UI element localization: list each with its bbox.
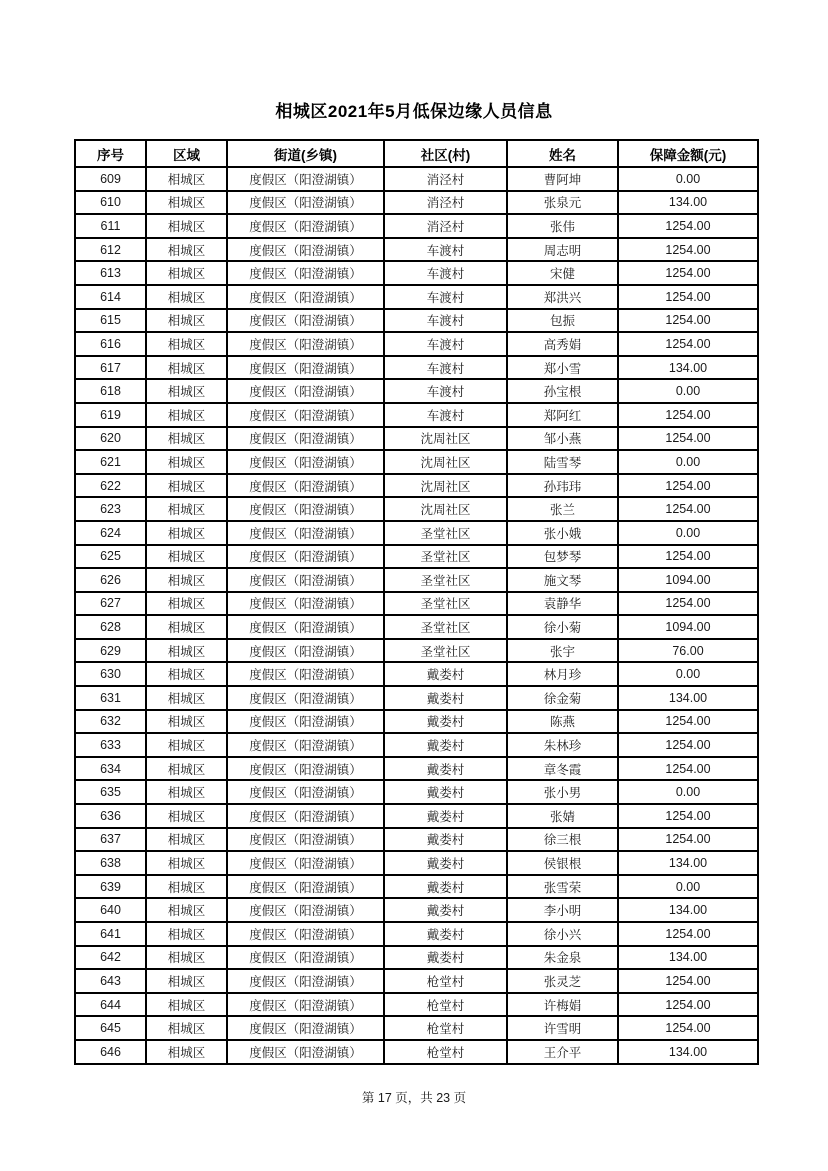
table-cell: 张宇 bbox=[507, 639, 618, 663]
table-cell: 相城区 bbox=[146, 379, 227, 403]
table-cell: 相城区 bbox=[146, 615, 227, 639]
table-cell: 郑小雪 bbox=[507, 356, 618, 380]
table-row bbox=[75, 733, 758, 757]
table-row bbox=[75, 214, 758, 238]
table-cell: 643 bbox=[75, 969, 146, 993]
table-cell: 度假区（阳澄湖镇） bbox=[227, 332, 384, 356]
table-cell: 相城区 bbox=[146, 733, 227, 757]
table-cell: 610 bbox=[75, 191, 146, 215]
table-cell: 629 bbox=[75, 639, 146, 663]
table-row bbox=[75, 1016, 758, 1040]
table-cell: 639 bbox=[75, 875, 146, 899]
table-cell: 1254.00 bbox=[618, 497, 758, 521]
table-cell: 相城区 bbox=[146, 946, 227, 970]
table-cell: 相城区 bbox=[146, 238, 227, 262]
table-cell: 619 bbox=[75, 403, 146, 427]
table-cell: 相城区 bbox=[146, 332, 227, 356]
table-cell: 626 bbox=[75, 568, 146, 592]
table-cell: 施文琴 bbox=[507, 568, 618, 592]
table-cell: 134.00 bbox=[618, 686, 758, 710]
table-cell: 度假区（阳澄湖镇） bbox=[227, 427, 384, 451]
table-cell: 度假区（阳澄湖镇） bbox=[227, 828, 384, 852]
table-cell: 章冬霞 bbox=[507, 757, 618, 781]
table-cell: 戴娄村 bbox=[384, 780, 507, 804]
table-row bbox=[75, 662, 758, 686]
table-cell: 1254.00 bbox=[618, 804, 758, 828]
table-cell: 相城区 bbox=[146, 427, 227, 451]
table-cell: 度假区（阳澄湖镇） bbox=[227, 356, 384, 380]
table-cell: 0.00 bbox=[618, 379, 758, 403]
table-cell: 沈周社区 bbox=[384, 497, 507, 521]
table-cell: 134.00 bbox=[618, 898, 758, 922]
table-cell: 0.00 bbox=[618, 875, 758, 899]
table-cell: 圣堂社区 bbox=[384, 521, 507, 545]
table-cell: 1254.00 bbox=[618, 309, 758, 333]
table-cell: 613 bbox=[75, 261, 146, 285]
table-cell: 度假区（阳澄湖镇） bbox=[227, 733, 384, 757]
table-cell: 度假区（阳澄湖镇） bbox=[227, 1040, 384, 1064]
table-cell: 627 bbox=[75, 592, 146, 616]
page-title: 相城区2021年5月低保边缘人员信息 bbox=[275, 102, 553, 121]
table-row bbox=[75, 1040, 758, 1064]
table-cell: 621 bbox=[75, 450, 146, 474]
table-cell: 度假区（阳澄湖镇） bbox=[227, 993, 384, 1017]
table-cell: 相城区 bbox=[146, 828, 227, 852]
table-cell: 枪堂村 bbox=[384, 1040, 507, 1064]
table-row bbox=[75, 851, 758, 875]
table-cell: 周志明 bbox=[507, 238, 618, 262]
table-cell: 度假区（阳澄湖镇） bbox=[227, 450, 384, 474]
table-cell: 134.00 bbox=[618, 356, 758, 380]
table-cell: 度假区（阳澄湖镇） bbox=[227, 662, 384, 686]
table-row bbox=[75, 545, 758, 569]
table-cell: 林月珍 bbox=[507, 662, 618, 686]
table-cell: 617 bbox=[75, 356, 146, 380]
table-body bbox=[75, 167, 758, 1064]
table-cell: 645 bbox=[75, 1016, 146, 1040]
table-cell: 1254.00 bbox=[618, 733, 758, 757]
table-row bbox=[75, 568, 758, 592]
table-row bbox=[75, 379, 758, 403]
table-row bbox=[75, 898, 758, 922]
table-cell: 郑阿红 bbox=[507, 403, 618, 427]
table-row bbox=[75, 780, 758, 804]
table-cell: 包梦琴 bbox=[507, 545, 618, 569]
table-cell: 郑洪兴 bbox=[507, 285, 618, 309]
table-cell: 相城区 bbox=[146, 261, 227, 285]
table-cell: 包振 bbox=[507, 309, 618, 333]
table-row bbox=[75, 615, 758, 639]
table-cell: 相城区 bbox=[146, 191, 227, 215]
table-cell: 宋健 bbox=[507, 261, 618, 285]
table-cell: 635 bbox=[75, 780, 146, 804]
table-cell: 沈周社区 bbox=[384, 450, 507, 474]
table-cell: 1094.00 bbox=[618, 568, 758, 592]
table-cell: 相城区 bbox=[146, 922, 227, 946]
table-cell: 1254.00 bbox=[618, 474, 758, 498]
table-cell: 相城区 bbox=[146, 804, 227, 828]
table-row bbox=[75, 285, 758, 309]
table-cell: 0.00 bbox=[618, 167, 758, 191]
table-row bbox=[75, 592, 758, 616]
table-cell: 张伟 bbox=[507, 214, 618, 238]
table-cell: 相城区 bbox=[146, 403, 227, 427]
table-row bbox=[75, 757, 758, 781]
table-cell: 614 bbox=[75, 285, 146, 309]
table-cell: 相城区 bbox=[146, 780, 227, 804]
table-cell: 624 bbox=[75, 521, 146, 545]
table-cell: 消泾村 bbox=[384, 191, 507, 215]
table-row bbox=[75, 639, 758, 663]
table-cell: 620 bbox=[75, 427, 146, 451]
table-cell: 630 bbox=[75, 662, 146, 686]
table-row bbox=[75, 450, 758, 474]
table-cell: 戴娄村 bbox=[384, 922, 507, 946]
table-row bbox=[75, 261, 758, 285]
table-cell: 度假区（阳澄湖镇） bbox=[227, 261, 384, 285]
table-cell: 车渡村 bbox=[384, 356, 507, 380]
table-cell: 134.00 bbox=[618, 946, 758, 970]
table-cell: 车渡村 bbox=[384, 285, 507, 309]
table-cell: 相城区 bbox=[146, 993, 227, 1017]
table-row bbox=[75, 710, 758, 734]
table-cell: 度假区（阳澄湖镇） bbox=[227, 474, 384, 498]
table-cell: 圣堂社区 bbox=[384, 592, 507, 616]
table-cell: 许雪明 bbox=[507, 1016, 618, 1040]
table-cell: 消泾村 bbox=[384, 167, 507, 191]
table-cell: 度假区（阳澄湖镇） bbox=[227, 969, 384, 993]
table-cell: 度假区（阳澄湖镇） bbox=[227, 875, 384, 899]
table-cell: 相城区 bbox=[146, 521, 227, 545]
table-cell: 1254.00 bbox=[618, 214, 758, 238]
table-cell: 戴娄村 bbox=[384, 875, 507, 899]
table-cell: 1254.00 bbox=[618, 238, 758, 262]
table-cell: 628 bbox=[75, 615, 146, 639]
table-cell: 度假区（阳澄湖镇） bbox=[227, 757, 384, 781]
table-cell: 1254.00 bbox=[618, 285, 758, 309]
table-cell: 侯银根 bbox=[507, 851, 618, 875]
table-cell: 632 bbox=[75, 710, 146, 734]
table-row bbox=[75, 497, 758, 521]
table-cell: 张小男 bbox=[507, 780, 618, 804]
table-cell: 相城区 bbox=[146, 214, 227, 238]
table-header-row bbox=[75, 140, 758, 167]
table-cell: 度假区（阳澄湖镇） bbox=[227, 780, 384, 804]
column-header: 社区(村) bbox=[384, 140, 507, 167]
table-cell: 134.00 bbox=[618, 191, 758, 215]
table-cell: 631 bbox=[75, 686, 146, 710]
table-cell: 戴娄村 bbox=[384, 733, 507, 757]
table-row bbox=[75, 521, 758, 545]
table-cell: 641 bbox=[75, 922, 146, 946]
table-cell: 度假区（阳澄湖镇） bbox=[227, 191, 384, 215]
table-row bbox=[75, 238, 758, 262]
table-cell: 枪堂村 bbox=[384, 1016, 507, 1040]
table-cell: 消泾村 bbox=[384, 214, 507, 238]
table-cell: 许梅娟 bbox=[507, 993, 618, 1017]
table-cell: 相城区 bbox=[146, 662, 227, 686]
table-cell: 圣堂社区 bbox=[384, 568, 507, 592]
table-cell: 度假区（阳澄湖镇） bbox=[227, 379, 384, 403]
table-cell: 张婧 bbox=[507, 804, 618, 828]
table-cell: 邹小燕 bbox=[507, 427, 618, 451]
column-header: 保障金额(元) bbox=[618, 140, 758, 167]
table-cell: 度假区（阳澄湖镇） bbox=[227, 710, 384, 734]
table-cell: 度假区（阳澄湖镇） bbox=[227, 238, 384, 262]
table-cell: 度假区（阳澄湖镇） bbox=[227, 686, 384, 710]
table-cell: 相城区 bbox=[146, 969, 227, 993]
table-cell: 圣堂社区 bbox=[384, 639, 507, 663]
table-cell: 度假区（阳澄湖镇） bbox=[227, 639, 384, 663]
table-cell: 车渡村 bbox=[384, 379, 507, 403]
table-cell: 637 bbox=[75, 828, 146, 852]
table-row bbox=[75, 804, 758, 828]
table-row bbox=[75, 946, 758, 970]
table-row bbox=[75, 474, 758, 498]
table-cell: 相城区 bbox=[146, 851, 227, 875]
table-row bbox=[75, 356, 758, 380]
table-cell: 度假区（阳澄湖镇） bbox=[227, 521, 384, 545]
table-cell: 戴娄村 bbox=[384, 946, 507, 970]
table-cell: 徐小菊 bbox=[507, 615, 618, 639]
table-cell: 633 bbox=[75, 733, 146, 757]
table-cell: 车渡村 bbox=[384, 238, 507, 262]
table-cell: 相城区 bbox=[146, 710, 227, 734]
table-row bbox=[75, 403, 758, 427]
table-cell: 王介平 bbox=[507, 1040, 618, 1064]
table-cell: 戴娄村 bbox=[384, 662, 507, 686]
table-cell: 1254.00 bbox=[618, 757, 758, 781]
column-header: 姓名 bbox=[507, 140, 618, 167]
table-cell: 戴娄村 bbox=[384, 898, 507, 922]
table-cell: 0.00 bbox=[618, 780, 758, 804]
table-cell: 相城区 bbox=[146, 474, 227, 498]
table-cell: 戴娄村 bbox=[384, 757, 507, 781]
table-cell: 戴娄村 bbox=[384, 851, 507, 875]
table-cell: 枪堂村 bbox=[384, 993, 507, 1017]
table-cell: 圣堂社区 bbox=[384, 545, 507, 569]
table-row bbox=[75, 427, 758, 451]
table-row bbox=[75, 875, 758, 899]
table-row bbox=[75, 686, 758, 710]
table-cell: 134.00 bbox=[618, 1040, 758, 1064]
table-cell: 张泉元 bbox=[507, 191, 618, 215]
table-cell: 1254.00 bbox=[618, 710, 758, 734]
table-cell: 1254.00 bbox=[618, 828, 758, 852]
table-cell: 度假区（阳澄湖镇） bbox=[227, 167, 384, 191]
table-cell: 李小明 bbox=[507, 898, 618, 922]
table-header bbox=[75, 140, 758, 167]
table-cell: 戴娄村 bbox=[384, 804, 507, 828]
table-cell: 张小娥 bbox=[507, 521, 618, 545]
table-row bbox=[75, 828, 758, 852]
table-cell: 朱林珍 bbox=[507, 733, 618, 757]
column-header: 序号 bbox=[75, 140, 146, 167]
table-cell: 度假区（阳澄湖镇） bbox=[227, 851, 384, 875]
table-row bbox=[75, 969, 758, 993]
table-cell: 0.00 bbox=[618, 450, 758, 474]
table-row bbox=[75, 993, 758, 1017]
table-cell: 度假区（阳澄湖镇） bbox=[227, 309, 384, 333]
table-cell: 618 bbox=[75, 379, 146, 403]
table-cell: 相城区 bbox=[146, 898, 227, 922]
table-cell: 度假区（阳澄湖镇） bbox=[227, 592, 384, 616]
table-cell: 646 bbox=[75, 1040, 146, 1064]
table-cell: 相城区 bbox=[146, 1040, 227, 1064]
table-cell: 相城区 bbox=[146, 309, 227, 333]
table-row bbox=[75, 922, 758, 946]
table-cell: 圣堂社区 bbox=[384, 615, 507, 639]
table-cell: 1254.00 bbox=[618, 993, 758, 1017]
table-cell: 张兰 bbox=[507, 497, 618, 521]
table-cell: 度假区（阳澄湖镇） bbox=[227, 285, 384, 309]
table-cell: 1254.00 bbox=[618, 592, 758, 616]
table-cell: 戴娄村 bbox=[384, 710, 507, 734]
table-cell: 度假区（阳澄湖镇） bbox=[227, 922, 384, 946]
table-cell: 车渡村 bbox=[384, 403, 507, 427]
table-cell: 张灵芝 bbox=[507, 969, 618, 993]
table-cell: 622 bbox=[75, 474, 146, 498]
table-cell: 相城区 bbox=[146, 167, 227, 191]
table-cell: 相城区 bbox=[146, 1016, 227, 1040]
table-cell: 612 bbox=[75, 238, 146, 262]
table-row bbox=[75, 309, 758, 333]
table-cell: 车渡村 bbox=[384, 261, 507, 285]
table-cell: 1254.00 bbox=[618, 427, 758, 451]
table-cell: 戴娄村 bbox=[384, 686, 507, 710]
table-cell: 638 bbox=[75, 851, 146, 875]
table-cell: 相城区 bbox=[146, 568, 227, 592]
table-cell: 孙宝根 bbox=[507, 379, 618, 403]
table-cell: 640 bbox=[75, 898, 146, 922]
table-cell: 度假区（阳澄湖镇） bbox=[227, 568, 384, 592]
table-cell: 相城区 bbox=[146, 875, 227, 899]
table-cell: 高秀娟 bbox=[507, 332, 618, 356]
table-cell: 1254.00 bbox=[618, 403, 758, 427]
table-cell: 1254.00 bbox=[618, 261, 758, 285]
table-cell: 625 bbox=[75, 545, 146, 569]
table-cell: 642 bbox=[75, 946, 146, 970]
table-cell: 度假区（阳澄湖镇） bbox=[227, 214, 384, 238]
column-header: 区域 bbox=[146, 140, 227, 167]
table-cell: 644 bbox=[75, 993, 146, 1017]
table-row bbox=[75, 167, 758, 191]
table-cell: 度假区（阳澄湖镇） bbox=[227, 615, 384, 639]
table-cell: 1094.00 bbox=[618, 615, 758, 639]
table-cell: 张雪荣 bbox=[507, 875, 618, 899]
table-cell: 孙玮玮 bbox=[507, 474, 618, 498]
table-cell: 634 bbox=[75, 757, 146, 781]
table-cell: 曹阿坤 bbox=[507, 167, 618, 191]
table-cell: 相城区 bbox=[146, 686, 227, 710]
benefit-table bbox=[74, 139, 759, 1065]
table-cell: 616 bbox=[75, 332, 146, 356]
table-cell: 度假区（阳澄湖镇） bbox=[227, 804, 384, 828]
table-cell: 度假区（阳澄湖镇） bbox=[227, 946, 384, 970]
table-cell: 徐三根 bbox=[507, 828, 618, 852]
table-cell: 134.00 bbox=[618, 851, 758, 875]
table-cell: 度假区（阳澄湖镇） bbox=[227, 898, 384, 922]
table-cell: 陈燕 bbox=[507, 710, 618, 734]
table-cell: 相城区 bbox=[146, 450, 227, 474]
table-cell: 度假区（阳澄湖镇） bbox=[227, 545, 384, 569]
table-cell: 1254.00 bbox=[618, 332, 758, 356]
table-cell: 76.00 bbox=[618, 639, 758, 663]
table-cell: 徐金菊 bbox=[507, 686, 618, 710]
table-cell: 0.00 bbox=[618, 662, 758, 686]
table-cell: 相城区 bbox=[146, 592, 227, 616]
table-cell: 袁静华 bbox=[507, 592, 618, 616]
table-cell: 戴娄村 bbox=[384, 828, 507, 852]
table-cell: 1254.00 bbox=[618, 1016, 758, 1040]
table-cell: 相城区 bbox=[146, 497, 227, 521]
table-cell: 0.00 bbox=[618, 521, 758, 545]
table-row bbox=[75, 191, 758, 215]
table-cell: 611 bbox=[75, 214, 146, 238]
table-cell: 相城区 bbox=[146, 757, 227, 781]
table-cell: 1254.00 bbox=[618, 969, 758, 993]
table-cell: 车渡村 bbox=[384, 309, 507, 333]
table-cell: 相城区 bbox=[146, 639, 227, 663]
table-cell: 朱金泉 bbox=[507, 946, 618, 970]
table-cell: 1254.00 bbox=[618, 922, 758, 946]
table-cell: 度假区（阳澄湖镇） bbox=[227, 497, 384, 521]
table-cell: 陆雪琴 bbox=[507, 450, 618, 474]
table-cell: 沈周社区 bbox=[384, 474, 507, 498]
table-cell: 车渡村 bbox=[384, 332, 507, 356]
table-cell: 623 bbox=[75, 497, 146, 521]
table-cell: 相城区 bbox=[146, 545, 227, 569]
table-cell: 1254.00 bbox=[618, 545, 758, 569]
page-number-footer: 第 17 页，共 23 页 bbox=[361, 1090, 467, 1105]
table-cell: 度假区（阳澄湖镇） bbox=[227, 1016, 384, 1040]
table-cell: 枪堂村 bbox=[384, 969, 507, 993]
table-row bbox=[75, 332, 758, 356]
table-cell: 沈周社区 bbox=[384, 427, 507, 451]
table-cell: 636 bbox=[75, 804, 146, 828]
table-cell: 615 bbox=[75, 309, 146, 333]
table-cell: 相城区 bbox=[146, 356, 227, 380]
table-cell: 度假区（阳澄湖镇） bbox=[227, 403, 384, 427]
table-cell: 相城区 bbox=[146, 285, 227, 309]
column-header: 街道(乡镇) bbox=[227, 140, 384, 167]
table-cell: 徐小兴 bbox=[507, 922, 618, 946]
table-cell: 609 bbox=[75, 167, 146, 191]
